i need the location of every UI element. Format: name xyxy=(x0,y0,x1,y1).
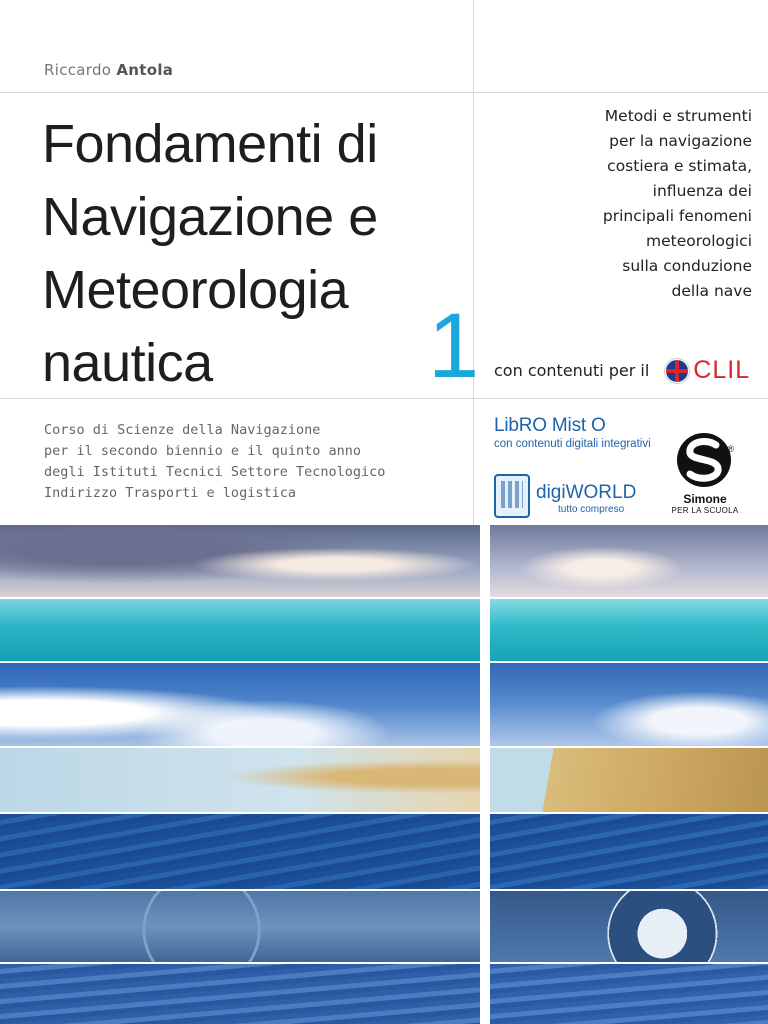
digiworld-logo xyxy=(494,474,636,518)
registered-mark: ® xyxy=(727,444,734,454)
digiworld-title: digiWORLD xyxy=(536,482,637,503)
blurb-line: principali fenomeni xyxy=(602,207,752,225)
uk-flag-icon xyxy=(665,359,689,383)
title-line: Meteorologia xyxy=(42,260,349,320)
title-line: Fondamenti di xyxy=(42,114,378,174)
divider-top xyxy=(0,92,768,93)
title-line: Navigazione e xyxy=(42,187,378,247)
photo-strip-nautical-chart xyxy=(0,748,768,812)
course-line: Indirizzo Trasporti e logistica xyxy=(44,485,296,501)
clil-prefix: con contenuti per il xyxy=(494,361,650,380)
tablet-icon xyxy=(494,474,530,518)
blurb-line: Metodi e strumenti xyxy=(604,107,752,125)
book-title xyxy=(42,108,378,400)
cover-blurb xyxy=(502,104,752,304)
blurb-line: della nave xyxy=(671,282,752,300)
simone-s-icon xyxy=(676,428,734,490)
course-line: per il secondo biennio e il quinto anno xyxy=(44,443,361,459)
publisher-logo xyxy=(670,428,740,515)
libro-misto-subtitle: con contenuti digitali integrativi xyxy=(494,438,651,450)
publisher-name: Simone xyxy=(683,492,727,506)
photo-strip-cloudy-sky xyxy=(0,525,768,597)
blurb-line: sulla conduzione xyxy=(622,257,752,275)
course-line: Corso di Scienze della Navigazione xyxy=(44,422,321,438)
libro-misto-title: LibRO Mist O xyxy=(494,415,606,436)
photo-strip-deep-blue-sea xyxy=(0,814,768,889)
volume-number: 1 xyxy=(428,295,480,397)
divider-vertical xyxy=(473,0,474,525)
clil-badge xyxy=(494,356,750,385)
title-line: nautica xyxy=(42,333,213,393)
digiworld-subtitle: tutto compreso xyxy=(558,504,625,515)
course-description xyxy=(44,420,385,504)
blurb-line: meteorologici xyxy=(645,232,752,250)
blurb-line: per la navigazione xyxy=(609,132,752,150)
photo-strip-clouds-blue-sky xyxy=(0,663,768,746)
photo-strip-sea-surface xyxy=(0,964,768,1024)
clil-label: CLIL xyxy=(693,356,751,384)
author-name: Riccardo Antola xyxy=(44,61,174,79)
libro-misto-logo xyxy=(494,415,651,450)
publisher-tagline: PER LA SCUOLA xyxy=(671,506,739,515)
blurb-line: influenza dei xyxy=(652,182,752,200)
photo-strip-compass-chart xyxy=(0,891,768,962)
photo-strip-turquoise-sea xyxy=(0,599,768,661)
course-line: degli Istituti Tecnici Settore Tecnologico xyxy=(44,464,386,480)
blurb-line: costiera e stimata, xyxy=(607,157,752,175)
